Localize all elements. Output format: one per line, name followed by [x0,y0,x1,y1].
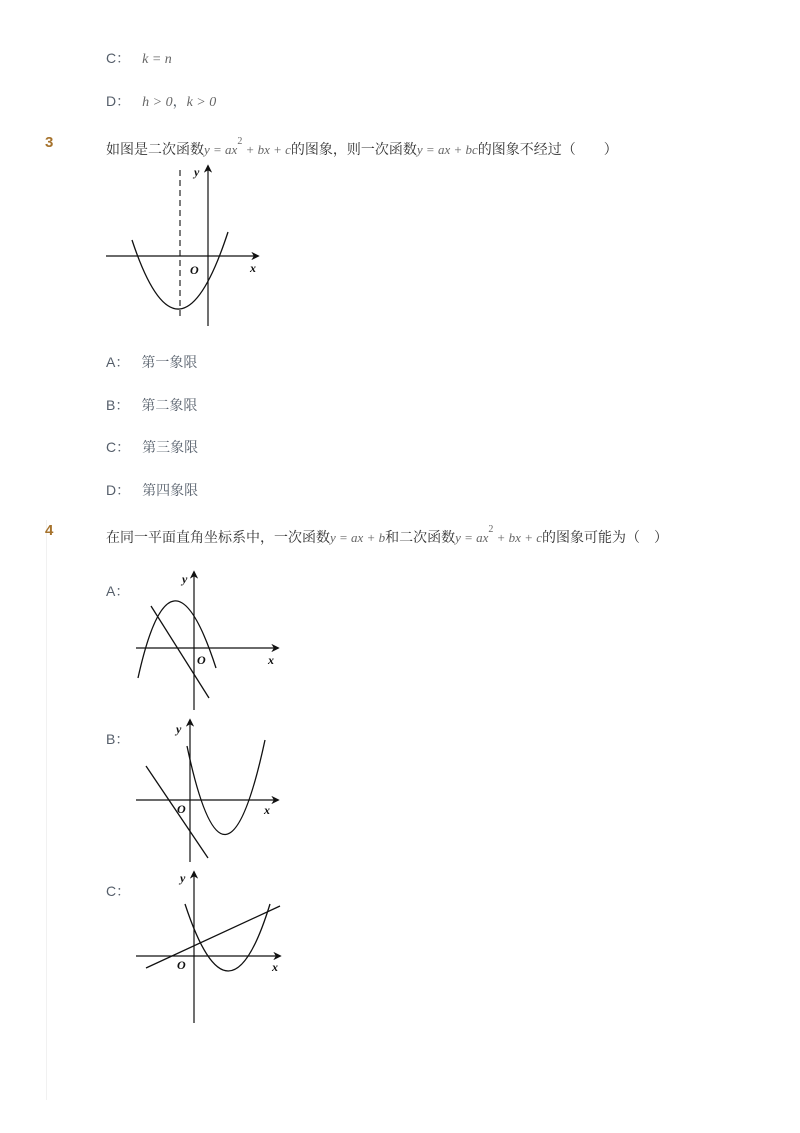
x-label: x [250,261,256,275]
y-label: y [180,871,186,885]
origin-label: O [177,802,186,816]
option-label: C： [106,439,131,455]
question-3-text: 如图是二次函数$y = ax^2$ + bx + c的图象，则一次函数y = ax + bc的图象不经过（ ） [106,136,618,157]
option-label: A： [106,583,130,599]
question-3-option-a[interactable] [106,352,197,372]
math-quadratic: $y = ax^2$ + bx + c [204,136,291,157]
question-4-option-a-figure [130,568,290,713]
option-sep: ， [172,93,187,109]
x-label: x [264,803,270,817]
x-label: x [272,960,278,974]
option-math: k = n [142,52,172,67]
y-label: y [194,165,200,179]
y-label: y [182,572,188,586]
origin-label: O [190,263,199,277]
option-math-k: k > 0 [186,95,217,110]
option-label: A： [106,354,130,370]
option-label: D： [106,482,131,498]
parabola [185,904,270,971]
option-text: 第二象限 [141,397,198,413]
option-text: 第三象限 [142,439,199,455]
question-4-text: 在同一平面直角坐标系中，一次函数y = ax + b和二次函数$y = ax^2$ + bx + c的图象可能为（ ） [106,524,668,545]
math-linear: y = ax + b [330,530,386,545]
question-3-option-d[interactable] [106,480,198,500]
option-math-h: h > 0 [142,95,173,110]
prev-option-c[interactable] [106,48,172,68]
origin-label: O [177,958,186,972]
question-4-number: 4 [45,522,54,539]
question-3-figure [100,160,270,330]
question-4-option-b-figure [130,716,290,866]
origin-label: O [197,653,206,667]
question-4-option-c-figure [130,868,290,1028]
left-guide-line [46,520,47,1100]
question-3-option-b[interactable] [106,395,197,415]
question-3-option-c[interactable] [106,437,198,457]
question-3-number: 3 [45,134,54,151]
option-text: 第四象限 [142,482,199,498]
math-quadratic: $y = ax^2$ + bx + c [455,524,542,545]
line [146,906,280,968]
option-label: C： [106,883,131,899]
y-label: y [176,722,182,736]
option-label: C： [106,50,131,66]
parabola [187,740,265,835]
line [151,606,209,698]
prev-option-d[interactable] [106,91,216,111]
option-label: D： [106,93,131,109]
option-label: B： [106,397,130,413]
x-label: x [268,653,274,667]
math-linear: y = ax + bc [416,142,478,157]
option-text: 第一象限 [141,354,198,370]
option-label: B： [106,731,130,747]
